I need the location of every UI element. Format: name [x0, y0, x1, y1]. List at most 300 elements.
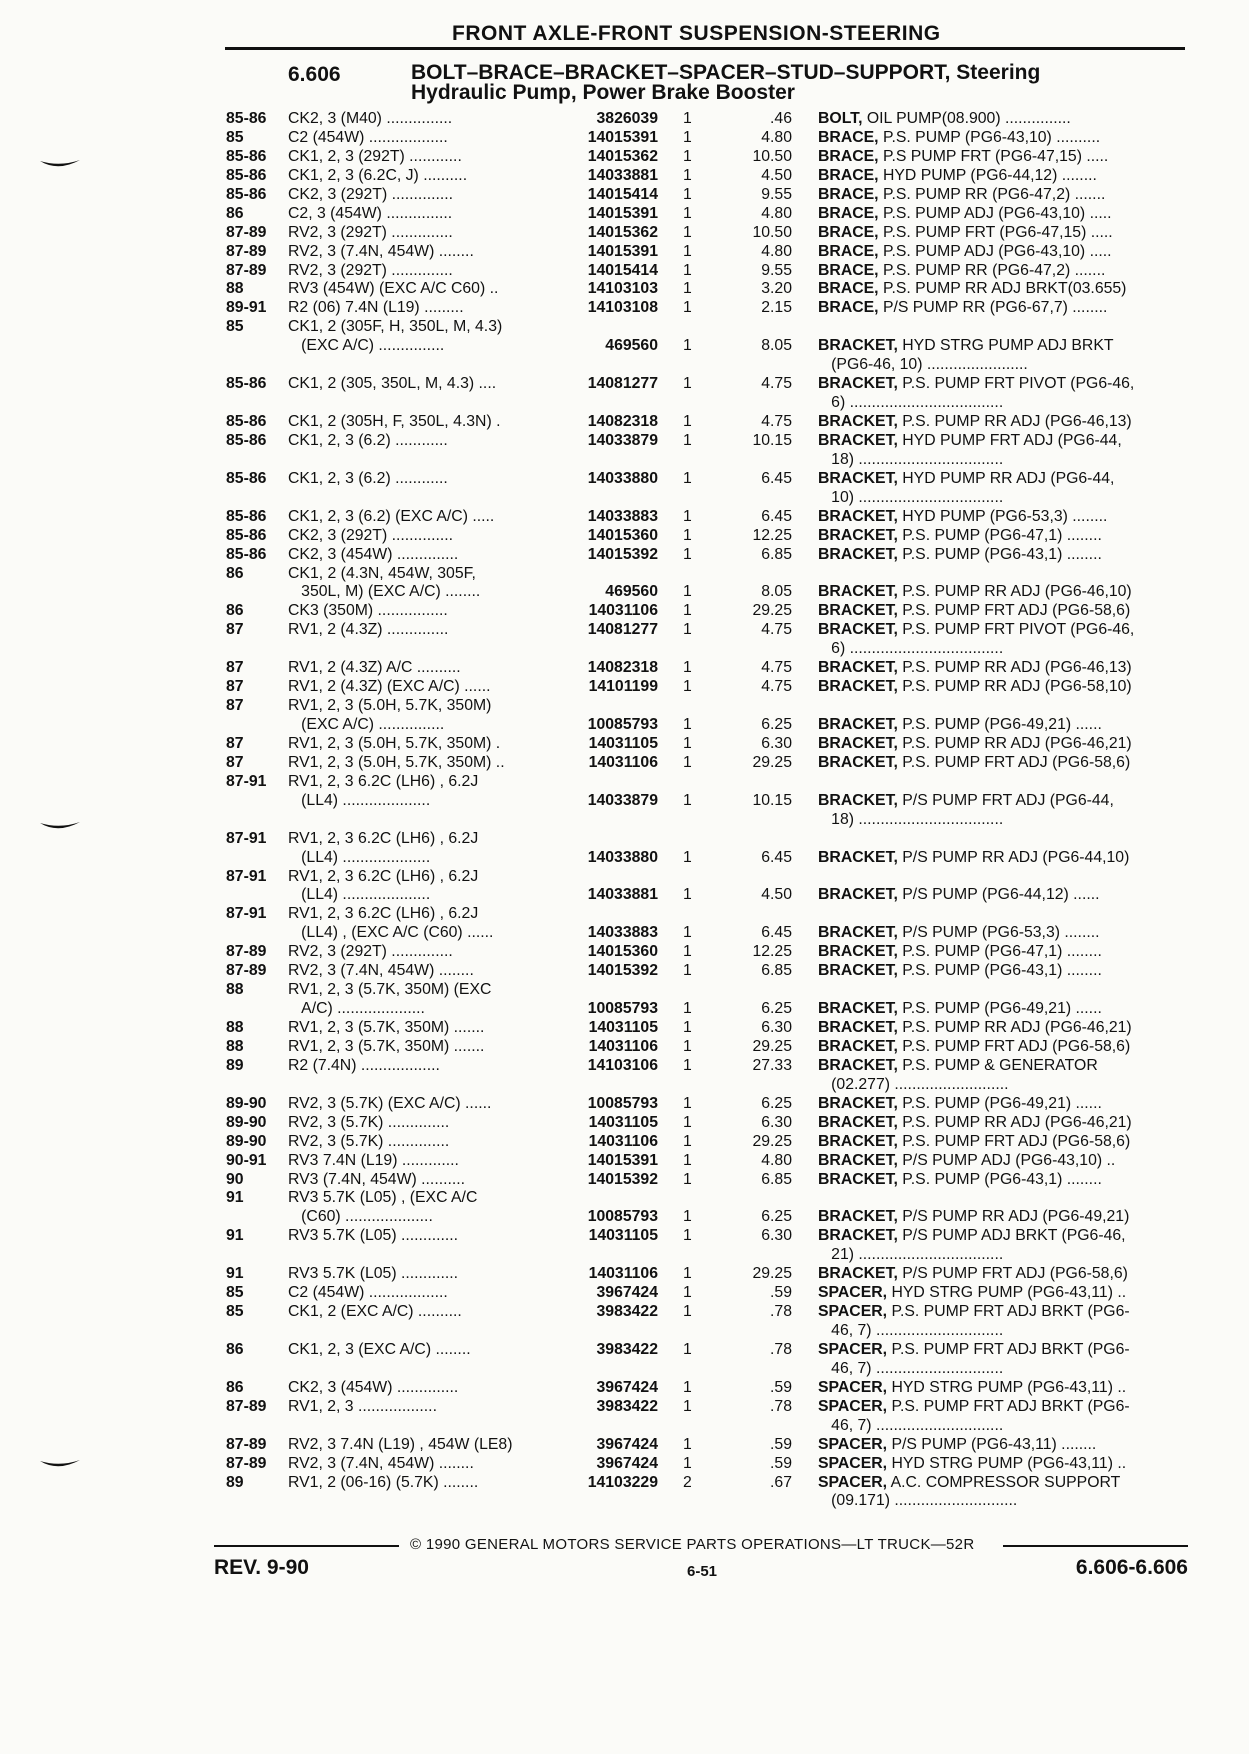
- entry-year: 86: [226, 564, 244, 582]
- parts-list-row: [0, 924, 1249, 943]
- entry-quantity: 1: [683, 185, 692, 203]
- parts-list-row: [0, 337, 1249, 356]
- entry-description: [818, 1038, 1130, 1057]
- entry-price: 4.75: [761, 621, 792, 639]
- entry-description-text: P/S PUMP RR ADJ (PG6-44,10): [897, 848, 1130, 866]
- entry-price: 12.25: [752, 526, 792, 544]
- entry-price: 6.30: [761, 734, 792, 752]
- entry-description: [818, 375, 1134, 394]
- entry-description-text: P.S. PUMP (PG6-49,21) ......: [897, 1000, 1102, 1018]
- entry-quantity: 1: [683, 337, 692, 355]
- entry-description-keyword: BRACKET,: [818, 886, 898, 904]
- parts-list-row: [0, 1417, 1249, 1436]
- entry-year: 87-89: [226, 1454, 267, 1472]
- entry-year: 87: [226, 697, 244, 715]
- entry-description: [818, 546, 1102, 565]
- parts-list-row: [0, 148, 1249, 167]
- entry-description-text: P.S. PUMP RR (PG6-47,2) .......: [878, 261, 1106, 279]
- entry-description: [818, 678, 1132, 697]
- entry-model: C2, 3 (454W) ...............: [288, 204, 453, 222]
- entry-description-text: P.S. PUMP RR ADJ (PG6-58,10): [897, 678, 1132, 696]
- entry-year: 85-86: [226, 431, 267, 449]
- parts-list-row: [0, 375, 1249, 394]
- entry-model: RV2, 3 (292T) ..............: [288, 943, 453, 961]
- entry-model: (EXC A/C) ...............: [288, 337, 445, 355]
- section-title: [411, 63, 1040, 103]
- entry-description-text: P.S. PUMP FRT ADJ BRKT (PG6-: [887, 1303, 1130, 1321]
- entry-model: (C60) ....................: [288, 1208, 433, 1226]
- entry-part-number: 14031105: [588, 1227, 658, 1245]
- entry-quantity: 1: [683, 1170, 692, 1188]
- entry-description-keyword: BRACE,: [818, 223, 879, 241]
- entry-price: 2.15: [761, 299, 792, 317]
- entry-description: [818, 299, 1107, 318]
- parts-list-row: [0, 1171, 1249, 1190]
- entry-year: 85-86: [226, 375, 267, 393]
- entry-model: RV3 5.7K (L05) .............: [288, 1227, 459, 1245]
- parts-list-row: [0, 1095, 1249, 1114]
- entry-description-keyword: BRACKET,: [818, 1170, 898, 1188]
- entry-model: R2 (7.4N) ..................: [288, 1056, 440, 1074]
- entry-description: [818, 1000, 1102, 1019]
- entry-description: [818, 811, 1003, 830]
- entry-description: [818, 470, 1114, 489]
- entry-quantity: 1: [683, 261, 692, 279]
- entry-year: 87-89: [226, 1435, 267, 1453]
- entry-quantity: 1: [683, 375, 692, 393]
- entry-quantity: 1: [683, 602, 692, 620]
- entry-description-keyword: BRACKET,: [818, 734, 898, 752]
- entry-year: 87-91: [226, 905, 267, 923]
- entry-description: [818, 716, 1102, 735]
- footer-rule-right: [1003, 1545, 1188, 1547]
- entry-year: 85-86: [226, 147, 267, 165]
- entry-quantity: 1: [683, 1113, 692, 1131]
- entry-description: [818, 489, 1003, 508]
- parts-list-row: [0, 280, 1249, 299]
- entry-year: 85-86: [226, 545, 267, 563]
- entry-description: [818, 1474, 1120, 1493]
- entry-price: 6.85: [761, 1170, 792, 1188]
- entry-model: CK1, 2 (EXC A/C) ..........: [288, 1303, 462, 1321]
- parts-list-row: [0, 1019, 1249, 1038]
- entry-model: (EXC A/C) ...............: [288, 716, 445, 733]
- entry-description-keyword: BRACKET,: [818, 659, 898, 677]
- entry-description-text: 46, 7) .............................: [818, 1359, 1004, 1377]
- entry-description-text: P.S. PUMP (PG6-43,1) ........: [897, 1170, 1102, 1188]
- binder-punch-mark: [38, 158, 82, 172]
- entry-description-keyword: BRACE,: [818, 204, 879, 222]
- entry-description: [818, 243, 1112, 262]
- entry-quantity: 1: [683, 1132, 692, 1150]
- entry-price: .78: [770, 1303, 792, 1321]
- entry-model: RV3 7.4N (L19) .............: [288, 1151, 459, 1169]
- entry-year: 87: [226, 678, 244, 696]
- entry-description-keyword: BRACKET,: [818, 507, 898, 525]
- entry-description-keyword: SPACER,: [818, 1340, 888, 1358]
- parts-list-row: [0, 886, 1249, 905]
- entry-year: 86: [226, 602, 244, 620]
- entry-description: [818, 962, 1102, 981]
- parts-list-row: [0, 451, 1249, 470]
- entry-description-keyword: BRACE,: [818, 166, 879, 184]
- entry-model: C2 (454W) ..................: [288, 128, 448, 146]
- entry-year: 85-86: [226, 166, 267, 184]
- entry-description-keyword: SPACER,: [818, 1378, 888, 1396]
- entry-price: 29.25: [752, 1132, 792, 1150]
- parts-list-row: [0, 659, 1249, 678]
- entry-description-text: HYD PUMP (PG6-44,12) ........: [878, 166, 1097, 184]
- entry-description: [818, 1171, 1102, 1190]
- entry-price: .59: [770, 1435, 792, 1453]
- entry-description: [818, 129, 1100, 148]
- parts-list-row: [0, 1322, 1249, 1341]
- entry-description: [818, 1227, 1126, 1246]
- entry-year: 86: [226, 204, 244, 222]
- entry-description: [818, 943, 1102, 962]
- entry-quantity: 1: [683, 147, 692, 165]
- entry-price: 12.25: [752, 943, 792, 961]
- entry-description: [818, 924, 1100, 943]
- page-header-title: FRONT AXLE-FRONT SUSPENSION-STEERING: [452, 22, 941, 45]
- parts-list-row: [0, 394, 1249, 413]
- parts-list-row: [0, 1076, 1249, 1095]
- entry-quantity: 1: [683, 1000, 692, 1018]
- entry-description: [818, 735, 1132, 754]
- entry-price: 4.80: [761, 204, 792, 222]
- entry-price: .78: [770, 1340, 792, 1358]
- entry-description: [818, 1322, 1003, 1341]
- entry-quantity: 1: [683, 791, 692, 809]
- entry-part-number: 14033883: [587, 924, 658, 942]
- entry-quantity: 1: [683, 848, 692, 866]
- entry-model: RV2, 3 (5.7K) (EXC A/C) ......: [288, 1094, 492, 1112]
- entry-price: 6.85: [761, 545, 792, 563]
- entry-year: 87-89: [226, 1397, 267, 1415]
- entry-description-text: P.S. PUMP RR ADJ (PG6-46,10): [897, 583, 1132, 601]
- entry-model: CK2, 3 (454W) ..............: [288, 1378, 459, 1396]
- entry-description-text: P.S. PUMP FRT ADJ (PG6-58,6): [897, 1132, 1131, 1150]
- entry-year: 85-86: [226, 526, 267, 544]
- entry-description-text: P/S PUMP FRT ADJ (PG6-44,: [897, 791, 1114, 809]
- entry-price: 29.25: [752, 602, 792, 620]
- entry-description-keyword: BRACKET,: [818, 848, 898, 866]
- parts-list-row: [0, 792, 1249, 811]
- entry-price: 4.75: [761, 678, 792, 696]
- entry-model: CK1, 2 (4.3N, 454W, 305F,: [288, 564, 476, 582]
- entry-description-text: P.S. PUMP RR ADJ BRKT(03.655): [878, 280, 1127, 298]
- entry-year: 87-89: [226, 962, 267, 980]
- entry-part-number: 14031105: [588, 1019, 658, 1036]
- entry-year: 89-91: [226, 299, 267, 317]
- entry-price: 4.75: [761, 375, 792, 393]
- entry-description: [818, 1076, 1009, 1095]
- entry-description-text: P.S. PUMP (PG6-47,1) ........: [897, 526, 1102, 544]
- entry-year: 87: [226, 659, 244, 677]
- parts-list-row: [0, 1227, 1249, 1246]
- parts-list-row: [0, 1284, 1249, 1303]
- entry-description: [818, 148, 1108, 167]
- entry-part-number: 3967424: [596, 1435, 658, 1453]
- entry-description: [818, 1246, 1003, 1265]
- entry-model: CK1, 2, 3 (6.2) ............: [288, 431, 448, 449]
- entry-quantity: 1: [683, 299, 692, 317]
- entry-part-number: 14015414: [587, 185, 658, 203]
- entry-price: 6.30: [761, 1113, 792, 1131]
- entry-quantity: 1: [683, 659, 692, 677]
- entry-description-text: HYD PUMP RR ADJ (PG6-44,: [897, 469, 1115, 487]
- entry-price: .67: [770, 1473, 792, 1491]
- entry-part-number: 14031106: [588, 1132, 658, 1150]
- entry-part-number: 14031106: [588, 1037, 658, 1055]
- entry-part-number: 10085793: [587, 1094, 658, 1112]
- entry-description-text: 46, 7) .............................: [818, 1322, 1004, 1339]
- entry-year: 85-86: [226, 507, 267, 525]
- entry-model: RV2, 3 (5.7K) ..............: [288, 1113, 450, 1131]
- entry-model: RV1, 2, 3 (5.7K, 350M) (EXC: [288, 981, 492, 999]
- entry-part-number: 14033881: [587, 886, 658, 904]
- entry-model: CK1, 2 (305, 350L, M, 4.3) ....: [288, 375, 497, 393]
- entry-part-number: 3967424: [596, 1454, 658, 1472]
- entry-model: 350L, M) (EXC A/C) ........: [288, 583, 481, 601]
- entry-description: [818, 1492, 1017, 1511]
- entry-description-keyword: BRACE,: [818, 261, 879, 279]
- entry-part-number: 14031106: [588, 1265, 658, 1283]
- entry-quantity: 1: [683, 223, 692, 241]
- entry-year: 87-89: [226, 242, 267, 260]
- entry-part-number: 14081277: [587, 375, 658, 393]
- section-title-line2: Hydraulic Pump, Power Brake Booster: [411, 81, 795, 104]
- entry-quantity: 1: [683, 1265, 692, 1283]
- entry-part-number: 14015362: [587, 223, 658, 241]
- entry-price: 10.50: [752, 147, 792, 165]
- entry-description-text: P/S PUMP (PG6-44,12) ......: [897, 886, 1100, 904]
- entry-model: RV3 (454W) (EXC A/C C60) ..: [288, 280, 499, 298]
- entry-quantity: 1: [683, 583, 692, 601]
- entry-description-text: P.S. PUMP FRT ADJ (PG6-58,6): [897, 1037, 1131, 1055]
- entry-quantity: 1: [683, 716, 692, 733]
- entry-description: [818, 621, 1134, 640]
- parts-list-row: [0, 1492, 1249, 1511]
- entry-price: 6.30: [761, 1227, 792, 1245]
- entry-quantity: 1: [683, 204, 692, 222]
- parts-list-row: [0, 678, 1249, 697]
- footer-rule-left: [214, 1545, 399, 1547]
- entry-price: 9.55: [761, 261, 792, 279]
- entry-description-keyword: SPACER,: [818, 1454, 888, 1472]
- entry-price: 4.75: [761, 413, 792, 430]
- entry-description: [818, 1379, 1126, 1398]
- entry-part-number: 14031106: [588, 753, 658, 771]
- parts-list-row: [0, 830, 1249, 849]
- entry-description: [818, 413, 1132, 432]
- revision-label: REV. 9-90: [214, 1556, 309, 1579]
- binder-punch-mark: [38, 1458, 82, 1472]
- entry-description: [818, 659, 1132, 678]
- entry-part-number: 469560: [605, 337, 658, 355]
- entry-year: 85-86: [226, 185, 267, 203]
- entry-description-keyword: BRACKET,: [818, 621, 898, 639]
- entry-part-number: 14015414: [587, 261, 658, 279]
- entry-quantity: 1: [683, 1151, 692, 1169]
- entry-description: [818, 640, 1003, 659]
- parts-list-row: [0, 754, 1249, 773]
- entry-year: 88: [226, 981, 244, 999]
- entry-description-keyword: BRACKET,: [818, 337, 898, 355]
- entry-quantity: 1: [683, 1303, 692, 1321]
- entry-description-keyword: BRACKET,: [818, 943, 898, 961]
- entry-year: 85-86: [226, 110, 267, 127]
- entry-year: 91: [226, 1227, 244, 1245]
- parts-list-row: [0, 432, 1249, 451]
- entry-price: 6.45: [761, 507, 792, 525]
- entry-description-text: P.S. PUMP RR ADJ (PG6-46,21): [897, 1113, 1132, 1131]
- entry-description-text: P/S PUMP RR ADJ (PG6-49,21): [897, 1208, 1130, 1226]
- entry-price: 29.25: [752, 1265, 792, 1283]
- entry-model: CK1, 2, 3 (6.2C, J) ..........: [288, 166, 468, 184]
- entry-quantity: 1: [683, 242, 692, 260]
- entry-description: [818, 186, 1105, 205]
- entry-price: 6.45: [761, 469, 792, 487]
- entry-description-keyword: BRACE,: [818, 128, 879, 146]
- entry-description-keyword: BRACKET,: [818, 1094, 898, 1112]
- entry-description-keyword: BRACKET,: [818, 375, 898, 393]
- entry-description-keyword: BRACKET,: [818, 526, 898, 544]
- entry-quantity: 1: [683, 678, 692, 696]
- entry-description-text: 18) .................................: [818, 810, 1004, 828]
- entry-model: RV1, 2, 3 (5.0H, 5.7K, 350M) .: [288, 734, 501, 752]
- entry-quantity: 1: [683, 1037, 692, 1055]
- entry-part-number: 14031106: [588, 602, 658, 620]
- entry-year: 85: [226, 128, 244, 146]
- parts-list-row: [0, 1246, 1249, 1265]
- entry-model: RV2, 3 (5.7K) ..............: [288, 1132, 450, 1150]
- entry-quantity: 1: [683, 431, 692, 449]
- entry-year: 87-91: [226, 867, 267, 885]
- entry-part-number: 14015392: [587, 545, 658, 563]
- entry-description-text: P.S. PUMP RR (PG6-47,2) .......: [878, 185, 1106, 203]
- entry-price: 4.50: [761, 886, 792, 904]
- entry-part-number: 14103103: [587, 280, 658, 298]
- parts-list-row: [0, 1000, 1249, 1019]
- entry-model: (LL4) ....................: [288, 791, 431, 809]
- entry-description-keyword: BRACKET,: [818, 545, 898, 563]
- entry-quantity: 1: [683, 1435, 692, 1453]
- entry-model: C2 (454W) ..................: [288, 1284, 448, 1302]
- parts-list-row: [0, 716, 1249, 735]
- entry-description: [818, 886, 1100, 905]
- binder-punch-mark: [38, 820, 82, 834]
- entry-description: [818, 205, 1112, 224]
- parts-list-row: [0, 565, 1249, 584]
- entry-price: 4.50: [761, 166, 792, 184]
- parts-list-row: [0, 1341, 1249, 1360]
- entry-description-text: P.S. PUMP FRT (PG6-47,15) .....: [878, 223, 1113, 241]
- entry-quantity: 1: [683, 280, 692, 298]
- entry-price: 4.75: [761, 659, 792, 677]
- entry-model: (LL4) ....................: [288, 886, 431, 904]
- page-reference: 6.606-6.606: [1075, 1556, 1188, 1579]
- entry-description-text: P/S PUMP FRT ADJ (PG6-58,6): [897, 1265, 1128, 1283]
- entry-description: [818, 508, 1107, 527]
- entry-quantity: 1: [683, 1019, 692, 1036]
- parts-list-row: [0, 1436, 1249, 1455]
- entry-description-keyword: BRACKET,: [818, 924, 898, 942]
- entry-description: [818, 1133, 1130, 1152]
- entry-part-number: 14082318: [587, 659, 658, 677]
- entry-quantity: 1: [683, 1454, 692, 1472]
- entry-description: [818, 1057, 1098, 1076]
- entry-quantity: 1: [683, 507, 692, 525]
- entry-description-keyword: BRACKET,: [818, 1113, 898, 1131]
- entry-description: [818, 1114, 1132, 1133]
- parts-list-row: [0, 546, 1249, 565]
- entry-model: CK1, 2, 3 (292T) ............: [288, 147, 462, 165]
- parts-list-row: [0, 1303, 1249, 1322]
- entry-year: 87: [226, 621, 244, 639]
- entry-model: CK2, 3 (M40) ...............: [288, 110, 453, 127]
- entry-model: A/C) ....................: [288, 1000, 425, 1018]
- entry-description: [818, 451, 1003, 470]
- parts-list-row: [0, 1455, 1249, 1474]
- parts-list-row: [0, 1038, 1249, 1057]
- entry-part-number: 14015391: [587, 242, 658, 260]
- entry-description-text: P.S. PUMP FRT PIVOT (PG6-46,: [897, 621, 1135, 639]
- entry-description-keyword: BRACKET,: [818, 431, 898, 449]
- entry-quantity: 1: [683, 166, 692, 184]
- entry-description-keyword: BRACKET,: [818, 602, 898, 620]
- entry-price: 6.25: [761, 1208, 792, 1226]
- entry-model: RV1, 2, 3 (5.0H, 5.7K, 350M): [288, 697, 492, 715]
- entry-description: [818, 224, 1113, 243]
- entry-model: RV1, 2, 3 6.2C (LH6) , 6.2J: [288, 772, 479, 790]
- entry-description-keyword: BRACKET,: [818, 1208, 898, 1226]
- parts-list-row: [0, 1265, 1249, 1284]
- entry-description-text: P/S PUMP (PG6-53,3) ........: [897, 924, 1100, 942]
- parts-list-row: [0, 1208, 1249, 1227]
- entry-model: CK1, 2 (305F, H, 350L, M, 4.3): [288, 318, 503, 336]
- entry-quantity: 1: [683, 413, 692, 430]
- entry-model: R2 (06) 7.4N (L19) .........: [288, 299, 464, 317]
- entry-year: 86: [226, 1378, 244, 1396]
- entry-description-text: 21) .................................: [818, 1246, 1004, 1264]
- parts-list-row: [0, 318, 1249, 337]
- parts-list-row: [0, 583, 1249, 602]
- parts-list-row: [0, 1114, 1249, 1133]
- entry-year: 89: [226, 1473, 244, 1491]
- entry-description-text: P/S PUMP RR (PG6-67,7) ........: [878, 299, 1108, 317]
- entry-part-number: 10085793: [587, 1208, 658, 1226]
- entry-description-text: P.S. PUMP ADJ (PG6-43,10) .....: [878, 242, 1112, 260]
- entry-quantity: 1: [683, 924, 692, 942]
- parts-list-row: [0, 602, 1249, 621]
- entry-part-number: 14015362: [587, 147, 658, 165]
- entry-part-number: 14082318: [587, 413, 658, 430]
- entry-quantity: 1: [683, 1284, 692, 1302]
- entry-description: [818, 167, 1097, 186]
- entry-quantity: 1: [683, 526, 692, 544]
- entry-year: 89: [226, 1056, 244, 1074]
- entry-year: 85: [226, 318, 244, 336]
- entry-quantity: 1: [683, 1227, 692, 1245]
- entry-description-keyword: BRACKET,: [818, 1000, 898, 1018]
- entry-part-number: 14103229: [587, 1473, 658, 1491]
- parts-list-row: [0, 186, 1249, 205]
- parts-list-row: [0, 1474, 1249, 1493]
- entry-quantity: 2: [683, 1473, 692, 1491]
- entry-part-number: 3983422: [596, 1397, 658, 1415]
- parts-list-row: [0, 167, 1249, 186]
